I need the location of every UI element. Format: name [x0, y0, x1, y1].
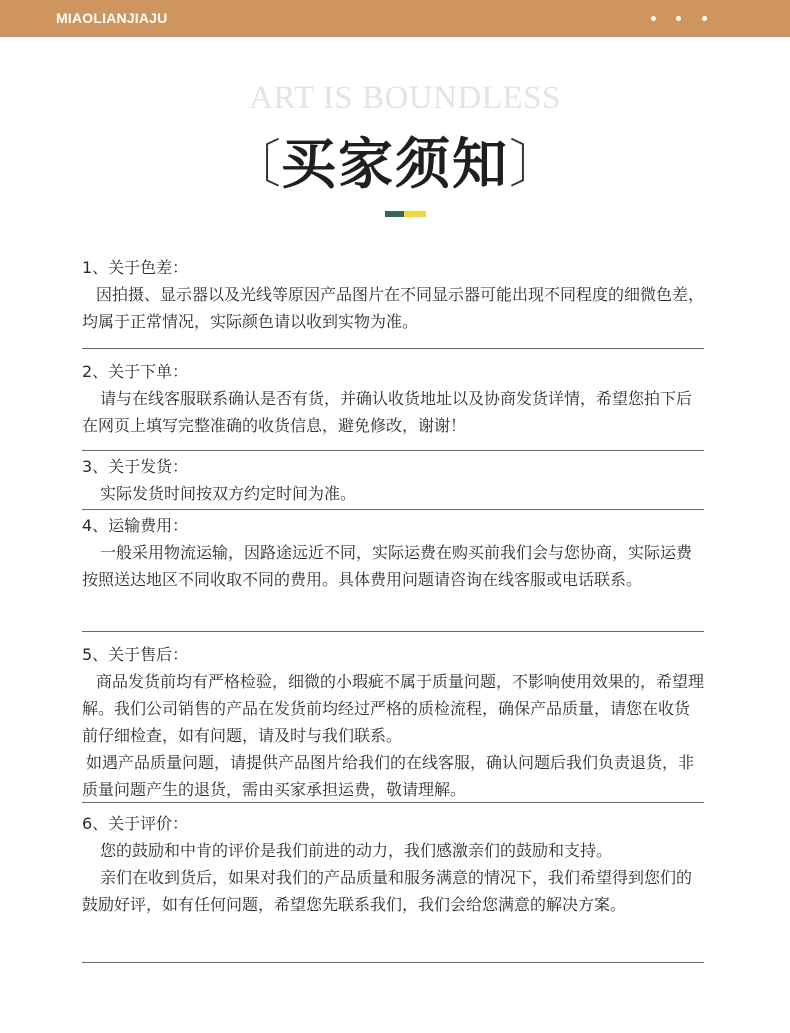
section-text: 请与在线客服联系确认是否有货，并确认收货地址以及协商发货详情，希望您拍下后在网页上填写完整准确的收货信息，避免修改，谢谢！ — [82, 389, 693, 435]
bracket-left: 〔 — [228, 135, 281, 195]
section-reviews — [82, 810, 704, 918]
brand-name: MIAOLIANJIAJU — [56, 10, 168, 26]
section-title: 4、运输费用： — [82, 516, 189, 535]
section-text: 实际发货时间按双方约定时间为准。 — [100, 484, 357, 503]
section-text: 如遇产品质量问题，请提供产品图片给我们的在线客服，确认问题后我们负责退货，非质量问题产生的退货，需由买家承担运费，敬请理解。 — [82, 753, 695, 799]
decor-bar-yellow — [404, 211, 426, 217]
section-shipping — [82, 453, 704, 507]
divider — [82, 802, 704, 803]
section-after-sales — [82, 641, 704, 803]
page-title: 买家须知 — [280, 131, 509, 196]
more-dots-icon[interactable] — [676, 16, 681, 21]
divider — [82, 509, 704, 510]
section-title: 3、关于发货： — [82, 457, 189, 476]
section-text: 因拍摄、显示器以及光线等原因产品图片在不同显示器可能出现不同程度的细微色差，均属于正常情况，实际颜色请以收到实物为准。 — [82, 285, 705, 331]
section-title: 6、关于评价： — [82, 814, 189, 833]
section-title: 2、关于下单： — [82, 362, 189, 381]
section-title: 1、关于色差： — [82, 258, 189, 277]
section-color-difference — [82, 254, 704, 335]
hero-title-row — [0, 120, 790, 199]
divider — [82, 348, 704, 349]
section-text: 一般采用物流运输，因路途远近不同，实际运费在购买前我们会与您协商，实际运费按照送达地区不同收取不同的费用。具体费用问题请咨询在线客服或电话联系。 — [82, 543, 693, 589]
header-bar — [0, 0, 790, 37]
section-title: 5、关于售后： — [82, 645, 189, 664]
divider — [82, 631, 704, 632]
section-freight — [82, 512, 704, 593]
section-text: 您的鼓励和中肯的评价是我们前进的动力，我们感激亲们的鼓励和支持。 — [100, 841, 613, 860]
more-dots-icon[interactable] — [702, 16, 707, 21]
section-text: 商品发货前均有严格检验，细微的小瑕疵不属于质量问题，不影响使用效果的，希望理解。我们公司销售的产品在发货前均经过严格的质检流程，确保产品质量，请您在收货前仔细检查，如有问题，请及时与我们联系。 — [82, 672, 705, 745]
divider — [82, 962, 704, 963]
section-text: 亲们在收到货后，如果对我们的产品质量和服务满意的情况下，我们希望得到您们的鼓励好评，如有任何问题，希望您先联系我们，我们会给您满意的解决方案。 — [82, 868, 693, 914]
hero-subtitle: ART IS BOUNDLESS — [249, 80, 561, 116]
section-ordering — [82, 358, 704, 439]
decor-bar-green — [385, 211, 404, 217]
more-dots-icon[interactable] — [651, 16, 656, 21]
divider — [82, 450, 704, 451]
bracket-right: 〕 — [509, 135, 562, 195]
